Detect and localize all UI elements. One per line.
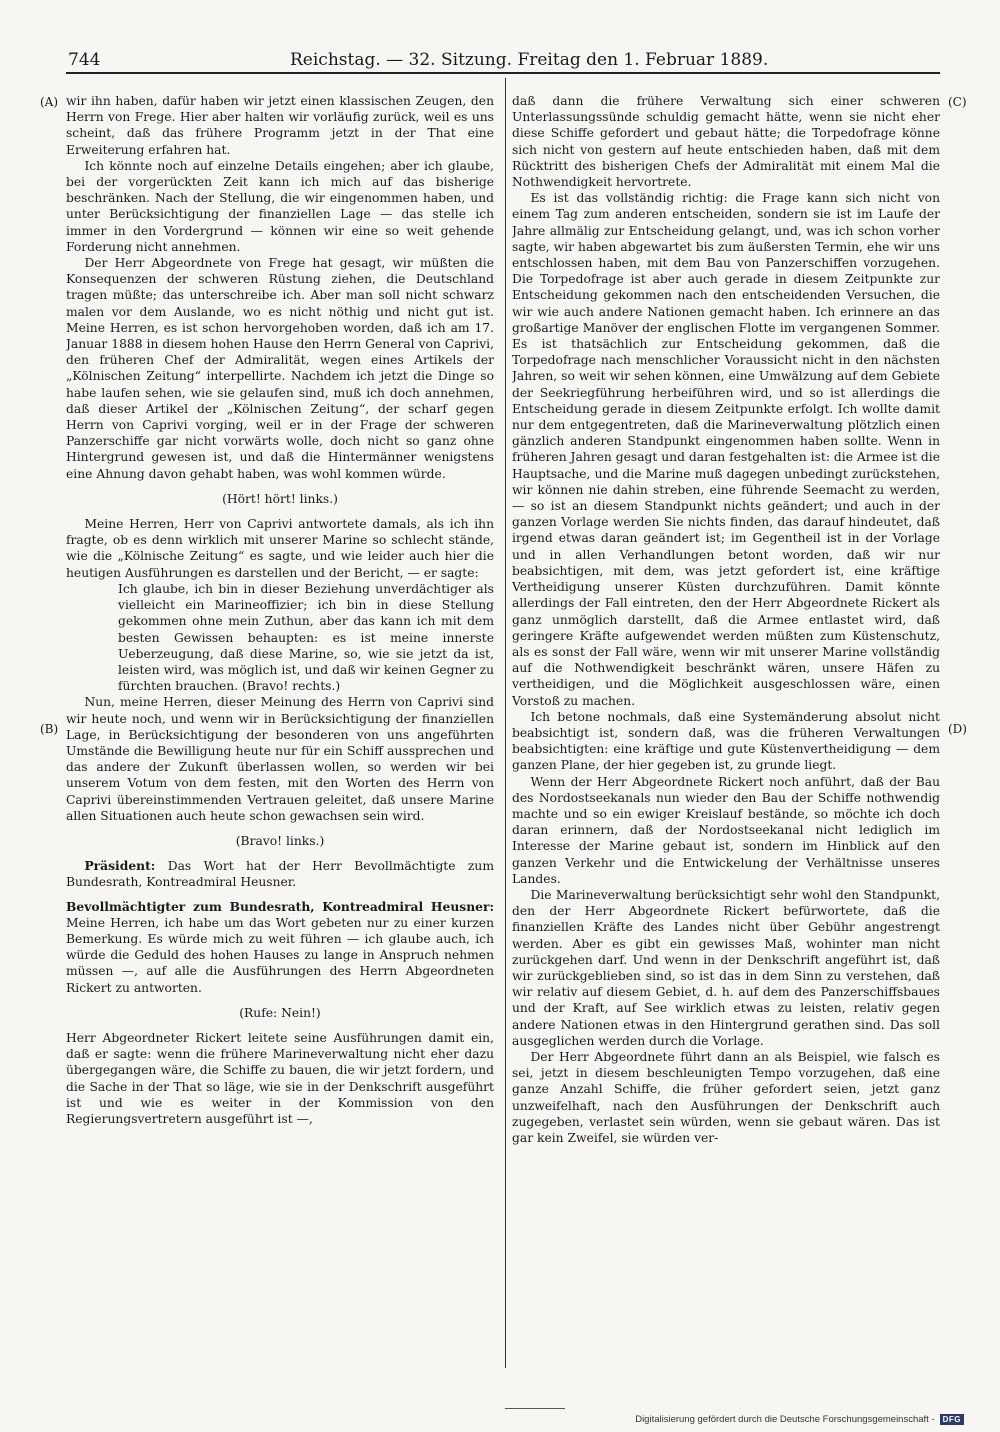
margin-marker-b: (B) — [40, 722, 59, 736]
interjection: (Hört! hört! links.) — [222, 491, 338, 506]
left-column — [66, 93, 494, 1373]
block-quote: Ich glaube, ich bin in dieser Beziehung unverdächtiger als vielleicht ein Marineoffizier; ich bin in diese Stellung gekommen ohne mein Zuthun, aber das kann ich mit dem besten Gewissen behaupten: es ist meine innerste Ueberzeugung, daß diese Marine, so, wie sie jetzt da ist, leisten wird, was möglich ist, und daß wir keinen Gegner zu fürchten brauchen. (Bravo! rechts.) — [118, 581, 494, 694]
speaker-label: Präsident: — [84, 858, 156, 874]
footer-rule — [505, 1408, 565, 1409]
president-statement — [66, 858, 494, 890]
interjection: (Rufe: Nein!) — [239, 1005, 321, 1020]
margin-marker-c: (C) — [948, 95, 967, 109]
speaker-heading — [66, 899, 494, 996]
digitization-footer — [635, 1414, 964, 1425]
dfg-logo-icon: DFG — [940, 1414, 964, 1425]
paragraph: Nun, meine Herren, dieser Meinung des Herrn von Caprivi sind wir heute noch, und wenn wir in Berücksichtigung der finanziellen Lage, in Berücksichtigung der besonderen von uns angeführten Umstände die Bewilligung heute nur für ein Schiff aussprechen und das andere der Zukunft überlassen wollen, so werden wir bei unserem Votum von dem festen, mit den Worten des Herrn von Caprivi übereinstimmenden Vertrauen geleitet, daß unsere Marine allen Situationen auch heute schon gewachsen sein wird. — [66, 695, 494, 823]
column-divider — [505, 78, 506, 1368]
margin-marker-a: (A) — [40, 95, 59, 109]
speaker-label: Bevollmächtigter zum Bundesrath, Kontreadmiral Heusner: — [66, 898, 494, 914]
paragraph: Der Herr Abgeordnete von Frege hat gesagt, wir müßten die Konsequenzen der schweren Rüstung ziehen, die Deutschland tragen müßte; das unterschreibe ich. Aber man soll nicht schwarz malen vor dem Auslande, wo es nicht nöthig und nicht gut ist. Meine Herren, es ist schon hervorgehoben worden, daß ich am 17. Januar 1888 in diesem hohen Hause den Herrn General von Caprivi, den früheren Chef der Admiralität, wegen eines Artikels der „Kölnischen Zeitung“ interpellirte. Nachdem ich jetzt die Dinge so habe laufen sehen, wie sie gelaufen sind, muß ich doch annehmen, daß dieser Artikel der „Kölnischen Zeitung“, der scharf gegen Herrn von Caprivi vorging, weil er in der Frage der schweren Panzerschiffe gar nicht vorwärts wolle, doch nicht so ganz ohne Hintergrund gewesen ist, und daß die Hintermänner wenigstens eine Ahnung davon gehabt haben, was wohl kommen würde. — [66, 256, 494, 481]
interjection: (Bravo! links.) — [235, 833, 325, 848]
paragraph: Der Herr Abgeordnete führt dann an als Beispiel, wie falsch es sei, jetzt in diesem beschleunigten Tempo vorzugehen, daß eine ganze Anzahl Schiffe, die früher gefordert seien, jetzt ganz unzweifelhaft, nach den Ausführungen der Denkschrift auch zugegeben, verlastet sein würden, wenn sie gebaut wären. Das ist gar kein Zweifel, sie würden ver- — [512, 1049, 940, 1145]
header-rule — [66, 72, 940, 74]
paragraph: Meine Herren, Herr von Caprivi antwortete damals, als ich ihn fragte, ob es denn wirklich mit unserer Marine so schlecht stände, wie die „Kölnische Zeitung“ es sagte, und wie leider auch hier die heutigen Ausführungen es darstellen und der Bericht, — er sagte: — [66, 517, 494, 580]
paragraph: daß dann die frühere Verwaltung sich einer schweren Unterlassungssünde schuldig gemacht hätte, wenn sie nicht eher diese Schiffe gefordert und gebaut hätte; die Torpedofrage könne sich nicht von gestern auf heute entschieden haben, daß mit dem Rücktritt des bisherigen Chefs der Admiralität mit einem Mal die Nothwendigkeit hervortrete. — [512, 94, 940, 190]
footer-text: Digitalisierung gefördert durch die Deutsche Forschungsgemeinschaft - — [635, 1414, 935, 1425]
page-number: 744 — [68, 50, 101, 70]
paragraph: Ich könnte noch auf einzelne Details eingehen; aber ich glaube, bei der vorgerückten Zeit kann ich mich auf das bisherige beschränken. Nach der Stellung, die wir eingenommen haben, und unter Berücksichtigung der finanziellen Lage — das stelle ich immer in den Vordergrund — können wir eine so weit gehende Forderung nicht annehmen. — [66, 158, 494, 254]
paragraph: Ich betone nochmals, daß eine Systemänderung absolut nicht beabsichtigt ist, sondern daß, was die früheren Verwaltungen beabsichtigten: eine kräftige und gute Küstenvertheidigung — dem ganzen Plane, der hier gegeben ist, zu grunde liegt. — [512, 709, 940, 773]
paragraph: Herr Abgeordneter Rickert leitete seine Ausführungen damit ein, daß er sagte: wenn die frühere Marineverwaltung nicht eher dazu übergegangen wäre, die Schiffe zu bauen, die wir jetzt fordern, und die Sache in der That so läge, wie sie in der Denkschrift ausgeführt ist und wie es weiter in der Kommission von den Regierungsvertretern ausgeführt ist —, — [66, 1030, 494, 1126]
margin-marker-d: (D) — [948, 722, 967, 736]
paragraph: Es ist das vollständig richtig: die Frage kann sich nicht von einem Tag zum anderen entscheiden, sondern sie ist im Laufe der Jahre allmälig zur Entscheidung gelangt, und, was ich schon vorher sagte, wir haben abgewartet bis zum äußersten Termin, ehe wir uns entschlossen haben, mit dem Bau von Panzerschiffen vorzugehen. Die Torpedofrage ist aber auch gerade in diesem Zeitpunkte zur Entscheidung gekommen nach den entscheidenden Versuchen, die wir wie auch andere Nationen gemacht haben. Ich erinnere an das großartige Manöver der englischen Flotte im vergangenen Sommer. Es ist thatsächlich zur Entscheidung gekommen, daß die Torpedofrage nach menschlicher Voraussicht nicht in den nächsten Jahren, so weit wir sehen können, eine Umwälzung auf dem Gebiete der Seekriegführung herbeiführen wird, und so ist allerdings die Entscheidung gerade in diesem Zeitpunkte erfolgt. Ich wollte damit nur dem entgegentreten, daß die Marineverwaltung plötzlich einen gänzlich anderen Standpunkt eingenommen haben sollte. Wenn in früheren Jahren gesagt und daran festgehalten ist: die Armee ist die Hauptsache, und die Marine muß dagegen unbedingt zurückstehen, wir können nie dahin streben, eine führende Seemacht zu werden, — so ist an diesem Standpunkt nichts geändert; und auch in der ganzen Vorlage werden Sie nichts finden, das darauf hindeutet, daß irgend etwas daran geändert ist; im Gegentheil ist in der Vorlage und in allen Verhandlungen betont worden, daß wir nur beabsichtigen, mit dem, was jetzt gefordert ist, eine kräftige Vertheidigung unserer Küsten durchzuführen. Damit könnte allerdings der Fall eintreten, den der Herr Abgeordnete Rickert als ganz unmöglich darstellt, daß die Armee entlastet wird, daß geringere Kräfte aufgewendet werden müßten zum Küstenschutz, als es sonst der Fall wäre, wenn wir mit unserer Marine vollständig auf die Nothwendigkeit beschränkt wären, unsere Häfen zu vertheidigen, und die Möglichkeit ausgeschlossen wäre, einen Vorstoß zu machen. — [512, 191, 940, 708]
running-head: Reichstag. — 32. Sitzung. Freitag den 1. Februar 1889. — [290, 50, 769, 70]
statement-text: Meine Herren, ich habe um das Wort gebeten nur zu einer kurzen Bemerkung. Es würde mich zu weit führen — ich glaube auch, ich würde die Geduld des hohen Hauses zu lange in Anspruch nehmen müssen —, auf alle die Ausführungen des Herrn Abgeordneten Rickert zu antworten. — [66, 915, 494, 995]
paragraph: Wenn der Herr Abgeordnete Rickert noch anführt, daß der Bau des Nordostseekanals nun wieder den Bau der Schiffe nothwendig machte und so ein ewiger Kreislauf bestände, so möchte ich doch daran erinnern, daß der Nordostseekanal nicht lediglich im Interesse der Marine gebaut ist, sondern im Hinblick auf den ganzen Verkehr und die Entwickelung der Verhältnisse unseres Landes. — [512, 774, 940, 886]
paragraph: Die Marineverwaltung berücksichtigt sehr wohl den Standpunkt, den der Herr Abgeordnete Rickert befürwortete, daß die finanziellen Kräfte des Landes nicht über Gebühr angestrengt werden. Aber es gibt ein gewisses Maß, wohinter man nicht zurückgehen darf. Und wenn in der Denkschrift angeführt ist, daß wir zurückgeblieben sind, so ist das in dem Sinn zu verstehen, daß wir relativ auf diesem Gebiet, d. h. auf dem des Panzerschiffsbaues und der Kraft, auf See wirklich etwas zu leisten, relativ gegen andere Nationen etwas in den Hintergrund gerathen sind. Das soll ausgeglichen werden durch die Vorlage. — [512, 887, 940, 1048]
paragraph: wir ihn haben, dafür haben wir jetzt einen klassischen Zeugen, den Herrn von Frege. Hier aber halten wir vorläufig zurück, weil es uns scheint, daß das frühere Programm jetzt in der That eine Erweiterung erfahren hat. — [66, 94, 494, 157]
right-column — [512, 93, 940, 1373]
statement-text: Das Wort hat der Herr Bevollmächtigte zum Bundesrath, Kontreadmiral Heusner. — [66, 859, 494, 890]
